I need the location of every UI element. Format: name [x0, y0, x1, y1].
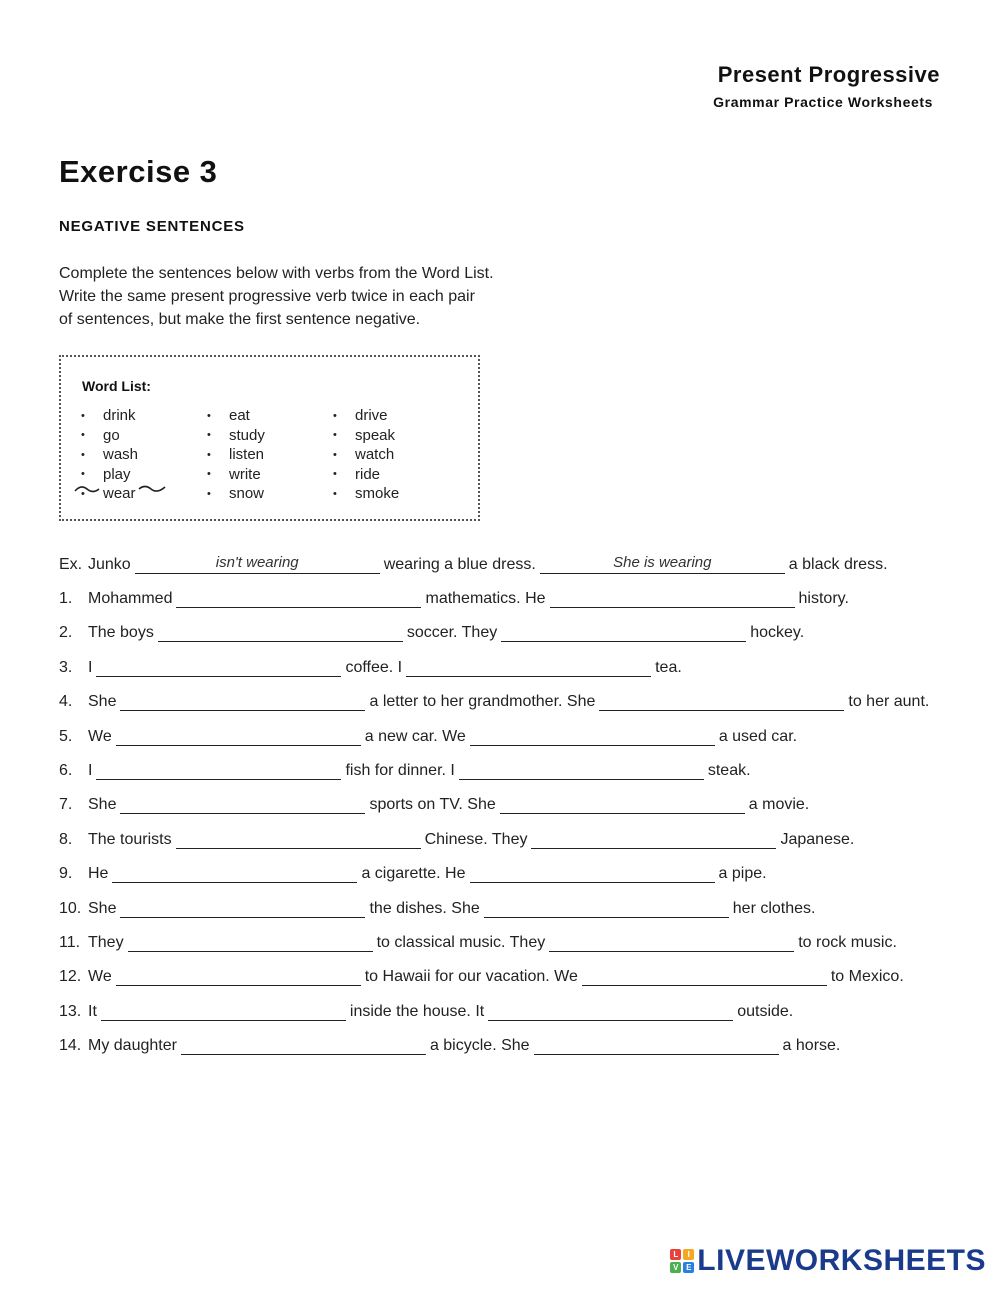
- sentence-start: We: [88, 968, 112, 986]
- bullet-icon: •: [81, 468, 85, 481]
- word-list-item: • drive: [333, 407, 388, 425]
- sentence-start: The tourists: [88, 830, 172, 848]
- instructions: [59, 262, 494, 331]
- sentence-end: Japanese.: [780, 830, 855, 848]
- sentence-start: They: [88, 934, 124, 951]
- word-list-item: • drink: [81, 407, 136, 425]
- sentence-row: [59, 790, 809, 814]
- sentence-number: 13.: [59, 1002, 82, 1020]
- sentence-row: [59, 756, 751, 780]
- bullet-icon: •: [207, 448, 211, 461]
- sentence-middle: a new car. We: [364, 727, 466, 745]
- logo-cube: V: [670, 1262, 681, 1273]
- sentence-row: [59, 859, 767, 883]
- sentence-start: She: [88, 796, 117, 814]
- answer-blank[interactable]: [531, 828, 776, 849]
- sentence-end: to rock music.: [798, 934, 897, 951]
- sentence-number: 11.: [59, 934, 81, 951]
- sentence-row: [59, 653, 682, 677]
- answer-blank[interactable]: [484, 897, 729, 918]
- sentence-start: The boys: [88, 624, 154, 642]
- sentence-end: a used car.: [718, 727, 798, 745]
- sentence-start: I: [88, 762, 93, 779]
- answer-blank[interactable]: [540, 553, 785, 574]
- sentence-end: history.: [798, 590, 849, 607]
- bullet-icon: •: [333, 409, 337, 422]
- exercise-title: Exercise 3: [59, 154, 218, 189]
- sentence-middle: soccer. They: [406, 624, 498, 642]
- sentence-end: a horse.: [782, 1037, 841, 1055]
- worksheet-subtitle: Grammar Practice Worksheets: [713, 94, 933, 110]
- sentence-number: 12.: [59, 968, 82, 986]
- word-list-item: • snow: [207, 485, 265, 503]
- sentence-row: [59, 997, 793, 1021]
- sentence-start: We: [88, 727, 112, 745]
- sentence-number: 14.: [59, 1037, 82, 1055]
- filled-answer: isn't wearing: [215, 554, 299, 571]
- sentence-end: outside.: [737, 1002, 794, 1020]
- logo-cube: L: [670, 1249, 681, 1260]
- sentence-row: [59, 584, 849, 608]
- word-list-column: [333, 406, 453, 504]
- sentence-number: 7.: [59, 796, 73, 814]
- answer-blank[interactable]: [120, 793, 365, 814]
- answer-blank[interactable]: [96, 759, 341, 780]
- answer-blank[interactable]: [112, 862, 357, 883]
- sentence-row: [59, 1031, 840, 1055]
- sentence-number: 9.: [59, 865, 73, 883]
- sentence-end: to her aunt.: [848, 693, 930, 711]
- answer-blank[interactable]: [176, 828, 421, 849]
- bullet-icon: •: [81, 409, 85, 422]
- logo-cube: I: [683, 1249, 694, 1260]
- sentence-start: He: [88, 865, 109, 883]
- sentence-row: [59, 928, 897, 952]
- bullet-icon: •: [333, 448, 337, 461]
- bullet-icon: •: [333, 429, 337, 442]
- answer-blank[interactable]: [488, 1000, 733, 1021]
- answer-blank[interactable]: [181, 1034, 426, 1055]
- answer-blank[interactable]: [470, 862, 715, 883]
- bullet-icon: •: [207, 468, 211, 481]
- sentence-start: Mohammed: [88, 590, 173, 607]
- instruction-line: Write the same present progressive verb twice in each pair: [59, 288, 475, 305]
- crossed-out-squiggle-icon: [73, 483, 168, 495]
- word-list-column: [207, 406, 327, 504]
- sentence-start: She: [88, 693, 117, 711]
- answer-blank[interactable]: [120, 690, 365, 711]
- word-list-item: • wear: [81, 485, 136, 503]
- sentence-end: hockey.: [750, 624, 805, 642]
- sentence-number: 3.: [59, 658, 73, 676]
- sentence-number: 8.: [59, 830, 73, 848]
- section-heading: NEGATIVE SENTENCES: [59, 218, 245, 235]
- answer-blank[interactable]: [582, 965, 827, 986]
- logo-text: LIVEWORKSHEETS: [697, 1244, 986, 1277]
- sentence-end: tea.: [655, 658, 682, 676]
- sentence-end: a movie.: [748, 796, 810, 814]
- example-sentence: [59, 550, 888, 574]
- bullet-icon: •: [81, 487, 85, 500]
- answer-blank[interactable]: [599, 690, 844, 711]
- answer-blank[interactable]: [128, 931, 373, 952]
- sentence-number: 4.: [59, 693, 73, 711]
- bullet-icon: •: [333, 468, 337, 481]
- sentence-middle: a bicycle. She: [429, 1037, 530, 1055]
- logo-cube: E: [683, 1262, 694, 1273]
- sentence-start: It: [88, 1002, 97, 1020]
- word-list-item: • watch: [333, 446, 395, 464]
- bullet-icon: •: [207, 429, 211, 442]
- sentence-row: [59, 687, 929, 711]
- sentence-start: My daughter: [88, 1037, 177, 1055]
- answer-blank[interactable]: [135, 553, 380, 574]
- sentence-start: She: [88, 899, 117, 917]
- sentence-start: I: [88, 658, 93, 676]
- sentence-middle: inside the house. It: [349, 1002, 485, 1020]
- answer-blank[interactable]: [158, 621, 403, 642]
- sentence-middle: wearing a blue dress.: [383, 556, 536, 573]
- word-list-title: Word List:: [82, 378, 151, 394]
- sentence-middle: to Hawaii for our vacation. We: [364, 968, 578, 986]
- answer-blank[interactable]: [500, 793, 745, 814]
- sentence-middle: to classical music. They: [376, 934, 546, 951]
- logo-cubes: [670, 1249, 694, 1273]
- sentence-middle: a cigarette. He: [361, 865, 466, 883]
- liveworksheets-logo: [670, 1244, 986, 1278]
- bullet-icon: •: [81, 448, 85, 461]
- bullet-icon: •: [333, 487, 337, 500]
- word-list-item: • ride: [333, 465, 381, 483]
- sentence-middle: sports on TV. She: [369, 796, 496, 814]
- sentence-end: a black dress.: [788, 556, 888, 573]
- answer-blank[interactable]: [470, 725, 715, 746]
- answer-blank[interactable]: [459, 759, 704, 780]
- word-list-box: [59, 355, 480, 521]
- answer-blank[interactable]: [116, 965, 361, 986]
- bullet-icon: •: [81, 429, 85, 442]
- word-list-item: • write: [207, 465, 261, 483]
- sentence-end: steak.: [707, 762, 751, 779]
- sentence-number: 2.: [59, 624, 73, 642]
- answer-blank[interactable]: [534, 1034, 779, 1055]
- sentence-number: 6.: [59, 762, 73, 779]
- sentence-number: Ex.: [59, 556, 83, 573]
- sentence-middle: Chinese. They: [424, 830, 528, 848]
- sentence-end: a pipe.: [718, 865, 767, 883]
- sentence-row: [59, 825, 854, 849]
- answer-blank[interactable]: [96, 656, 341, 677]
- word-list-item: • play: [81, 465, 131, 483]
- answer-blank[interactable]: [550, 587, 795, 608]
- sentence-row: [59, 722, 797, 746]
- answer-blank[interactable]: [176, 587, 421, 608]
- answer-blank[interactable]: [120, 897, 365, 918]
- word-list-item: • speak: [333, 426, 396, 444]
- sentence-middle: the dishes. She: [369, 899, 480, 917]
- sentence-end: to Mexico.: [830, 968, 904, 986]
- answer-blank[interactable]: [101, 1000, 346, 1021]
- worksheet-title: Present Progressive: [717, 62, 940, 87]
- worksheet-header: [713, 62, 940, 110]
- instruction-line: Complete the sentences below with verbs from the Word List.: [59, 265, 494, 282]
- word-list-item: • smoke: [333, 485, 400, 503]
- sentence-row: [59, 894, 815, 918]
- sentence-row: [59, 962, 904, 986]
- word-list-item: • go: [81, 426, 120, 444]
- bullet-icon: •: [207, 487, 211, 500]
- answer-blank[interactable]: [501, 621, 746, 642]
- word-list-item: • listen: [207, 446, 265, 464]
- sentence-start: Junko: [88, 556, 131, 573]
- answer-blank[interactable]: [406, 656, 651, 677]
- sentence-middle: coffee. I: [345, 658, 403, 676]
- word-list-item: • eat: [207, 407, 250, 425]
- sentence-number: 10.: [59, 899, 82, 917]
- sentence-middle: mathematics. He: [425, 590, 546, 607]
- word-list-item: • wash: [81, 446, 139, 464]
- filled-answer: She is wearing: [613, 554, 712, 571]
- word-list-item: • study: [207, 426, 265, 444]
- sentence-middle: a letter to her grandmother. She: [369, 693, 596, 711]
- sentence-number: 1.: [59, 590, 73, 607]
- sentence-middle: fish for dinner. I: [345, 762, 455, 779]
- answer-blank[interactable]: [116, 725, 361, 746]
- answer-blank[interactable]: [549, 931, 794, 952]
- sentence-row: [59, 618, 804, 642]
- instruction-line: of sentences, but make the first sentence negative.: [59, 311, 421, 328]
- sentence-end: her clothes.: [732, 899, 816, 917]
- sentence-number: 5.: [59, 727, 73, 745]
- bullet-icon: •: [207, 409, 211, 422]
